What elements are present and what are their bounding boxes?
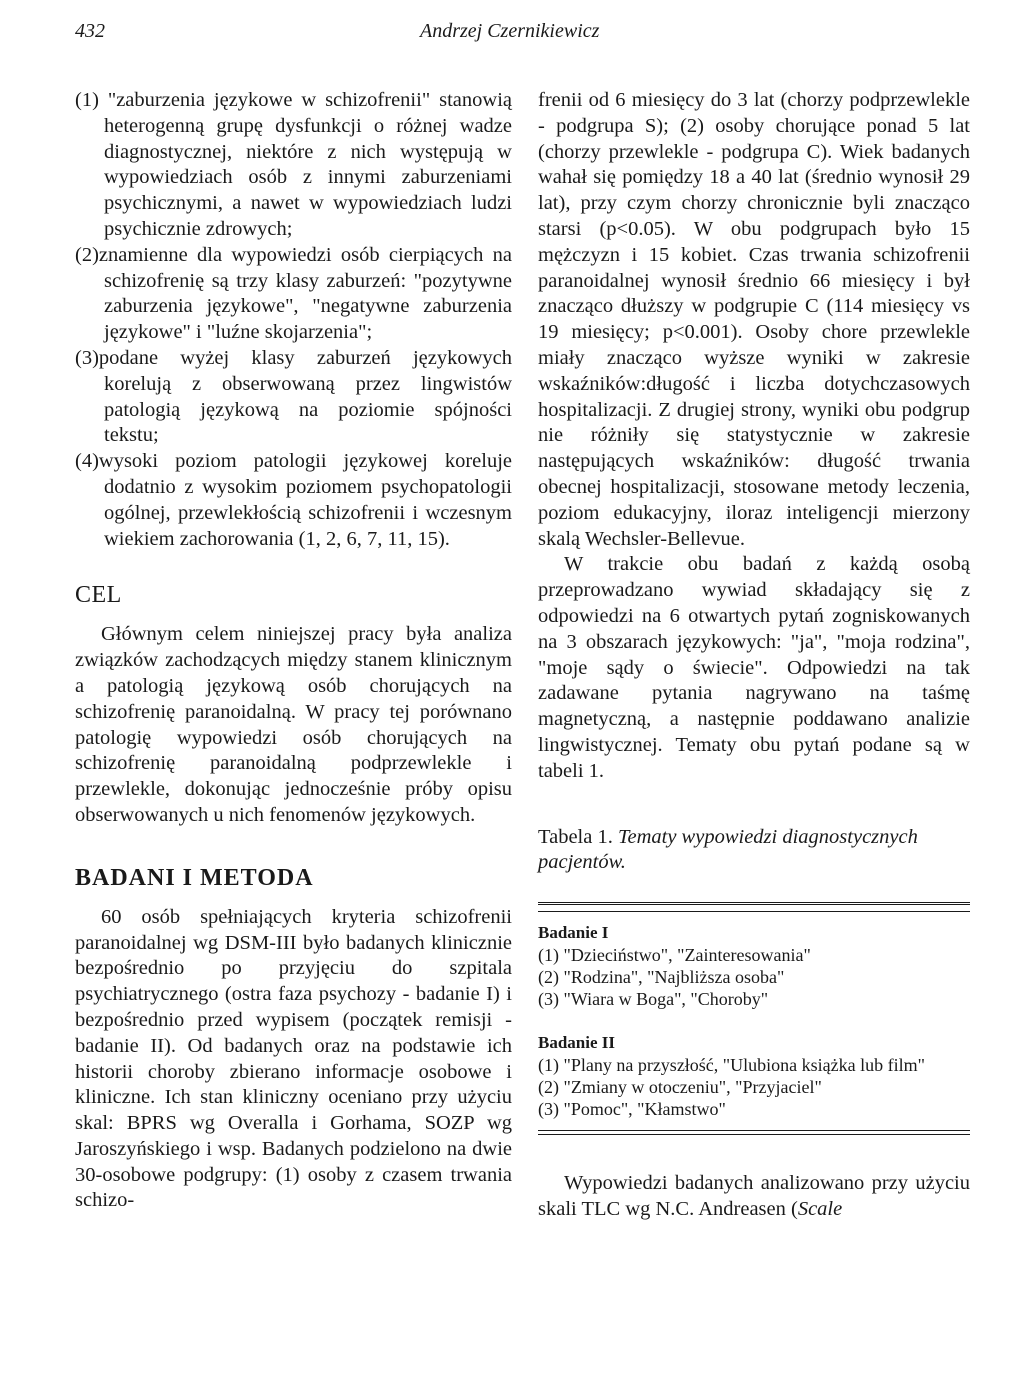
left-column — [75, 88, 512, 1214]
topics-table — [538, 902, 970, 1135]
after-table-italic: Scale — [797, 1197, 843, 1220]
right-column — [538, 88, 970, 1223]
list-item: (1) "zaburzenia językowe w schizofrenii" stanowią heterogenną grupę dysfunkcji o różnej wadze diagnostycznej, niektóre z nich występują w wypowiedziach osób z innymi zaburzeniami psychicznymi, a nawet w wypowiedziach ludzi psychicznie zdrowych; — [75, 89, 512, 240]
table-row: (1) "Dzieciństwo", "Zainteresowania" — [538, 945, 811, 966]
table-group-title: Badanie II — [538, 1033, 615, 1053]
section-heading-cel: CEL — [75, 582, 122, 609]
interview-paragraph: W trakcie obu badań z każdą osobą przeprowadzano wywiad składający się z odpowiedzi na 6 otwartych pytań zogniskowanych na 3 obszarach językowych: "ja", "moja rodzina", "moje sądy o świecie". Odpowiedzi na tak zadawane pytania nagrywano na taśmę magnetyczną, a następnie poddawano analizie lingwistycznej. Tematy obu pytań podane są w tabeli 1. — [538, 553, 970, 782]
list-item: (4)wysoki poziom patologii językowej koreluje dodatnio z wysokim poziomem psychopatologii ogólnej, przewlekłością schizofrenii i wczesnym wiekiem zachorowania (1, 2, 6, 7, 11, 15). — [75, 450, 512, 550]
after-table-text: Wypowiedzi badanych analizowano przy użyciu skali TLC wg N.C. Andreasen ( — [538, 1172, 970, 1220]
continuation-paragraph: frenii od 6 miesięcy do 3 lat (chorzy podprzewlekle - podgrupa S); (2) osoby chorujące ponad 5 lat (chorzy przewlekle - podgrupa C). Wiek badanych wahał się pomiędzy 18 a 40 lat (średnio wynosił 29 lat), przy czym chorzy chronicznie byli znacząco starsi (p<0.05). W obu podgrupach było 15 mężczyzn i 15 kobiet. Czas trwania schizofrenii paranoidalnej wynosił średnio 66 miesięcy i był znacząco dłuższy w podgrupie C (114 miesięcy vs 19 miesięcy; p<0.001). Osoby chore przewlekle miały znacząco wyższe wyniki w zakresie wskaźników:długość i liczba dotychczasowych hospitalizacji. Z drugiej strony, wyniki obu podgrup nie różniły się statystycznie w zakresie następujących wskaźników: długość trwania obecnej hospitalizacji, stosowane metody leczenia, poziom edukacyjny, iloraz inteligencji mierzony skalą Wechsler-Bellevue. — [538, 89, 970, 550]
table-row: (3) "Pomoc", "Kłamstwo" — [538, 1099, 726, 1120]
table-row: (2) "Rodzina", "Najbliższa osoba" — [538, 967, 785, 988]
table-caption — [538, 825, 970, 877]
metoda-paragraph: 60 osób spełniających kryteria schizofrenii paranoidalnej wg DSM-III było badanych klinicznie bezpośrednio po przyjęciu do szpitala psychiatrycznego (ostra faza psychozy - badanie I) i bezpośrednio przed wypisem (początek remisji - badanie II). Od badanych oraz na podstawie ich historii choroby zbierano informacje osobowe i kliniczne. Ich stan kliniczny oceniano przy użyciu skal: BPRS wg Overalla i Gorhama, SOZP wg Jaroszyńskiego i wsp. Badanych podzielono na dwie 30-osobowe podgrupy: (1) osoby z czasem trwania schizo- — [75, 905, 512, 1212]
table-row: (3) "Wiara w Boga", "Choroby" — [538, 989, 769, 1010]
table-rule — [538, 1130, 970, 1135]
table-caption-title: Tematy wypowiedzi diagnostycznych pacjentów. — [538, 825, 918, 874]
section-heading-metoda: BADANI I METODA — [75, 864, 314, 891]
table-caption-label: Tabela 1. — [538, 825, 613, 848]
running-head: Andrzej Czernikiewicz — [420, 20, 600, 42]
page-header — [75, 20, 970, 50]
table-row: (2) "Zmiany w otoczeniu", "Przyjaciel" — [538, 1077, 822, 1098]
table-rule — [538, 911, 970, 912]
page-number: 432 — [75, 20, 105, 42]
cel-paragraph: Głównym celem niniejszej pracy była analiza związków zachodzących między stanem klinicznym a patologią językową osób chorujących na schizofrenię paranoidalną. W pracy tej porównano patologię wypowiedzi osób chorujących na schizofrenię paranoidalną podprzewlekle i przewlekle, dokonując jednocześnie próby opisu obserwowanych u nich fenomenów językowych. — [75, 623, 512, 826]
after-table-paragraph — [538, 1171, 970, 1223]
list-item: (3)podane wyżej klasy zaburzeń językowych korelują z obserwowaną przez lingwistów patologią językową na poziomie spójności tekstu; — [75, 346, 512, 447]
table-row: (1) "Plany na przyszłość, "Ulubiona książka lub film" — [538, 1055, 925, 1076]
table-group-title: Badanie I — [538, 923, 609, 943]
list-item: (2)znamienne dla wypowiedzi osób cierpiących na schizofrenię są trzy klasy zaburzeń: "pozytywne zaburzenia językowe", "negatywne zaburzenia językowe" i "luźne skojarzenia"; — [75, 243, 512, 344]
